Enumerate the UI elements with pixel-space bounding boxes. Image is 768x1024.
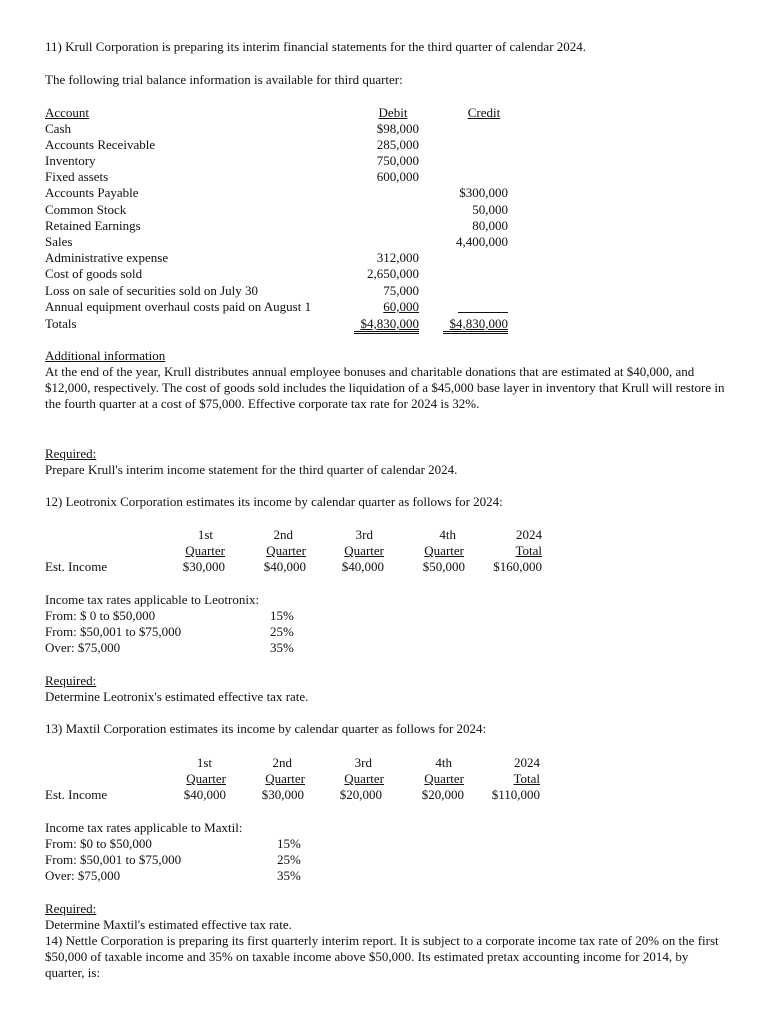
q13-col-top: 4th	[435, 755, 452, 770]
est-income-label: Est. Income	[45, 559, 108, 574]
rate-bracket-label: Over: $75,000	[45, 640, 121, 655]
rate-value: 35%	[270, 640, 294, 655]
debit-column-header: Debit	[378, 105, 408, 120]
q12-rates-heading: Income tax rates applicable to Leotronix:	[45, 592, 260, 607]
debit-amount: $98,000	[376, 121, 419, 136]
rate-value: 35%	[277, 868, 301, 883]
q13-col-header: Total	[513, 771, 540, 786]
q11-required-label: Required:	[45, 446, 97, 461]
q12-required-text: Determine Leotronix's estimated effective tax rate.	[45, 689, 309, 704]
q12-col-header: Total	[515, 543, 542, 558]
income-value: $20,000	[339, 787, 382, 802]
q12-heading: 12) Leotronix Corporation estimates its income by calendar quarter as follows for 2024:	[45, 494, 503, 509]
debit-amount: 60,000	[383, 299, 419, 314]
income-value: $40,000	[341, 559, 384, 574]
account-name: Common Stock	[45, 202, 127, 217]
est-income-label: Est. Income	[45, 787, 108, 802]
account-name: Cost of goods sold	[45, 266, 143, 281]
q13-col-header: Quarter	[186, 771, 226, 786]
income-value: $50,000	[422, 559, 465, 574]
debit-amount: 2,650,000	[367, 266, 419, 281]
account-column-header: Account	[45, 105, 90, 120]
q12-required-label: Required:	[45, 673, 97, 688]
q13-required-text: Determine Maxtil's estimated effective tax rate.	[45, 917, 292, 932]
income-value: $110,000	[491, 787, 540, 802]
account-name: Fixed assets	[45, 169, 109, 184]
debit-amount: 285,000	[376, 137, 419, 152]
q13-col-top: 2nd	[272, 755, 292, 770]
credit-amount: 4,400,000	[456, 234, 508, 249]
account-name: Accounts Payable	[45, 185, 139, 200]
q12-col-top: 4th	[439, 527, 456, 542]
q13-required-label: Required:	[45, 901, 97, 916]
account-name: Annual equipment overhaul costs paid on August 1	[45, 299, 312, 314]
income-value: $40,000	[183, 787, 226, 802]
q13-col-header: Quarter	[265, 771, 305, 786]
rate-bracket-label: From: $0 to $50,000	[45, 836, 152, 851]
account-name: Administrative expense	[45, 250, 169, 265]
account-name: Loss on sale of securities sold on July 30	[45, 283, 259, 298]
account-name: Cash	[45, 121, 71, 136]
income-value: $30,000	[261, 787, 304, 802]
q13-col-header: Quarter	[424, 771, 464, 786]
rate-value: 25%	[270, 624, 294, 639]
totals-credit: $4,830,000	[443, 316, 508, 334]
rate-value: 15%	[277, 836, 301, 851]
income-value: $160,000	[493, 559, 542, 574]
q13-col-top: 3rd	[354, 755, 372, 770]
rate-bracket-label: From: $50,001 to $75,000	[45, 624, 182, 639]
income-value: $20,000	[421, 787, 464, 802]
credit-amount: 50,000	[472, 202, 508, 217]
q13-col-top: 2024	[514, 755, 540, 770]
debit-amount: 312,000	[376, 250, 419, 265]
debit-amount: 75,000	[383, 283, 419, 298]
account-name: Sales	[45, 234, 73, 249]
account-name: Retained Earnings	[45, 218, 141, 233]
account-name: Accounts Receivable	[45, 137, 156, 152]
q13-rates-heading: Income tax rates applicable to Maxtil:	[45, 820, 243, 835]
debit-amount: 600,000	[376, 169, 419, 184]
debit-amount: 750,000	[376, 153, 419, 168]
additional-info-text: At the end of the year, Krull distributes annual employee bonuses and charitable donations that are estimated at $40,000, and $12,000, respectively. The cost of goods sold includes the liquidation of a $45,000 base layer in inventory that Krull will restore in the fourth quarter at a cost of $75,000. Effective corporate tax rate for 2024 is 32%.	[45, 364, 725, 411]
q12-col-top: 2024	[516, 527, 542, 542]
q13-col-top: 1st	[196, 755, 212, 770]
q12-col-top: 2nd	[273, 527, 293, 542]
credit-column-header: Credit	[467, 105, 501, 120]
q12-col-header: Quarter	[185, 543, 225, 558]
q12-col-top: 3rd	[355, 527, 373, 542]
income-value: $30,000	[182, 559, 225, 574]
q11-intro: The following trial balance information is available for third quarter:	[45, 72, 403, 87]
q13-heading: 13) Maxtil Corporation estimates its income by calendar quarter as follows for 2024:	[45, 721, 487, 736]
q11-heading: 11) Krull Corporation is preparing its interim financial statements for the third quarter of calendar 2024.	[45, 39, 587, 54]
credit-subtotal-rule	[458, 312, 508, 313]
credit-amount: $300,000	[459, 185, 508, 200]
q12-col-top: 1st	[197, 527, 213, 542]
q14-text: 14) Nettle Corporation is preparing its first quarterly interim report. It is subject to a corporate income tax rate of 20% on the first $50,000 of taxable income and 35% on taxable income above $50,000. Its estimated pretax accounting income for 2014, by quarter, is:	[45, 933, 719, 980]
additional-info-heading: Additional information	[45, 348, 166, 363]
q12-col-header: Quarter	[344, 543, 384, 558]
q12-col-header: Quarter	[424, 543, 464, 558]
rate-bracket-label: Over: $75,000	[45, 868, 121, 883]
totals-debit: $4,830,000	[354, 316, 419, 334]
rate-bracket-label: From: $50,001 to $75,000	[45, 852, 182, 867]
rate-value: 25%	[277, 852, 301, 867]
q12-col-header: Quarter	[266, 543, 306, 558]
rate-value: 15%	[270, 608, 294, 623]
totals-label: Totals	[45, 316, 77, 331]
q11-required-text: Prepare Krull's interim income statement for the third quarter of calendar 2024.	[45, 462, 458, 477]
account-name: Inventory	[45, 153, 96, 168]
income-value: $40,000	[263, 559, 306, 574]
rate-bracket-label: From: $ 0 to $50,000	[45, 608, 156, 623]
credit-amount: 80,000	[472, 218, 508, 233]
q13-col-header: Quarter	[344, 771, 384, 786]
